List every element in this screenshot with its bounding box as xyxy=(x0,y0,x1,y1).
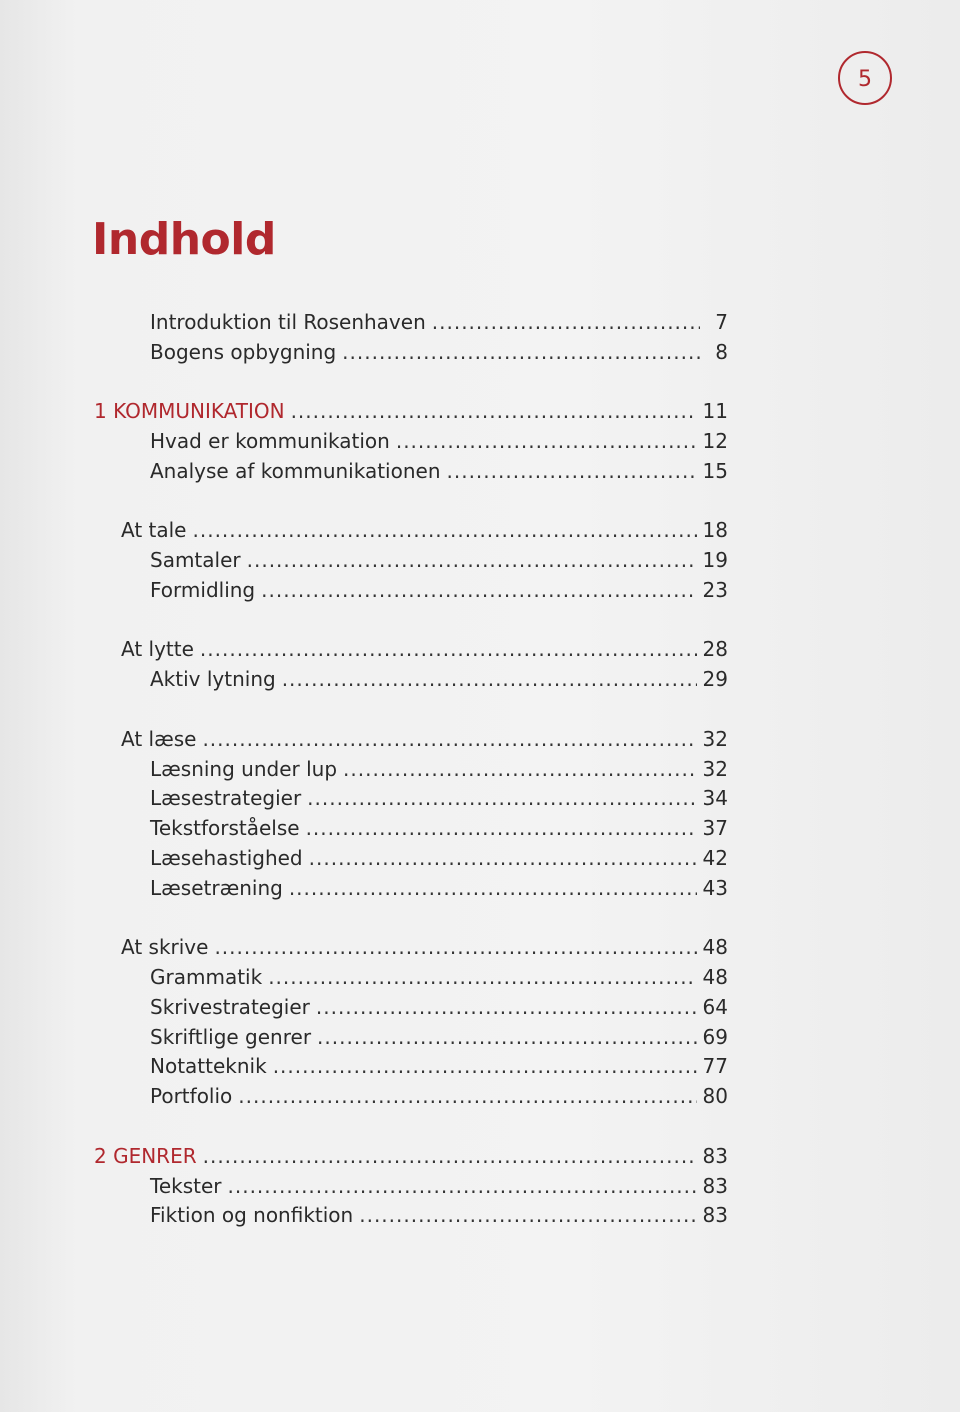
toc-entry-label: At læse xyxy=(121,727,197,751)
toc-leader-dots xyxy=(238,1081,696,1111)
toc-chapter-entry xyxy=(94,396,728,426)
toc-entry-label: Portfolio xyxy=(150,1084,233,1108)
toc-entry-label: Læsning under lup xyxy=(150,757,338,781)
page-number-badge: 5 xyxy=(838,51,892,105)
toc-leader-dots xyxy=(316,992,697,1022)
toc-entry-page: 11 xyxy=(702,399,728,423)
toc-leader-dots xyxy=(268,962,696,992)
toc-entry-label: At lytte xyxy=(121,637,194,661)
toc-entry-page: 12 xyxy=(702,429,728,453)
toc-entry-page: 32 xyxy=(702,727,728,751)
toc-entry-label: Introduktion til Rosenhaven xyxy=(150,310,426,334)
toc-entry-page: 8 xyxy=(715,340,728,364)
toc-entry xyxy=(121,724,728,754)
toc-entry xyxy=(121,634,728,664)
toc-entry-page: 48 xyxy=(702,965,728,989)
toc-entry xyxy=(150,426,728,456)
toc-entry-label: At tale xyxy=(121,518,187,542)
toc-leader-dots xyxy=(200,634,697,664)
toc-leader-dots xyxy=(273,1051,697,1081)
toc-entry-label: Grammatik xyxy=(150,965,263,989)
toc-leader-dots xyxy=(202,724,696,754)
toc-entry xyxy=(150,307,728,337)
toc-entry-page: 18 xyxy=(702,518,728,542)
toc-entry-label: Analyse af kommunikationen xyxy=(150,459,441,483)
toc-leader-dots xyxy=(203,1141,697,1171)
toc-entry xyxy=(150,1051,728,1081)
toc-leader-dots xyxy=(317,1022,697,1052)
toc-entry-label: 2 GENRER xyxy=(94,1144,197,1168)
toc-leader-dots xyxy=(289,873,697,903)
toc-entry xyxy=(121,515,728,545)
toc-leader-dots xyxy=(359,1200,696,1230)
toc-entry-page: 15 xyxy=(702,459,728,483)
toc-leader-dots xyxy=(343,754,697,784)
toc-leader-dots xyxy=(342,337,700,367)
toc-entry-page: 83 xyxy=(702,1174,728,1198)
toc-entry xyxy=(150,962,728,992)
toc-leader-dots xyxy=(396,426,697,456)
toc-entry xyxy=(150,337,728,367)
toc-entry-label: Aktiv lytning xyxy=(150,667,276,691)
toc-entry-page: 77 xyxy=(702,1054,728,1078)
toc-leader-dots xyxy=(261,575,696,605)
toc-entry-label: Skriftlige genrer xyxy=(150,1025,312,1049)
toc-entry-page: 42 xyxy=(702,846,728,870)
toc-entry-page: 34 xyxy=(702,786,728,810)
toc-leader-dots xyxy=(282,664,697,694)
toc-leader-dots xyxy=(447,456,697,486)
toc-entry-page: 48 xyxy=(702,935,728,959)
toc-entry-label: Samtaler xyxy=(150,548,241,572)
toc-entry-page: 32 xyxy=(702,757,728,781)
toc-entry xyxy=(150,873,728,903)
toc-entry xyxy=(150,754,728,784)
toc-leader-dots xyxy=(291,396,697,426)
toc-leader-dots xyxy=(214,932,696,962)
toc-entry-page: 7 xyxy=(715,310,728,334)
toc-leader-dots xyxy=(228,1171,697,1201)
toc-entry-label: Fiktion og nonfiktion xyxy=(150,1203,354,1227)
toc-entry xyxy=(150,456,728,486)
toc-entry xyxy=(150,575,728,605)
toc-entry-label: Læsehastighed xyxy=(150,846,303,870)
toc-leader-dots xyxy=(193,515,697,545)
toc-entry-label: Læsestrategier xyxy=(150,786,302,810)
toc-entry-page: 69 xyxy=(702,1025,728,1049)
toc-entry-label: Læsetræning xyxy=(150,876,283,900)
toc-entry xyxy=(150,813,728,843)
toc-entry-label: Skrivestrategier xyxy=(150,995,310,1019)
toc-leader-dots xyxy=(247,545,697,575)
toc-entry xyxy=(150,783,728,813)
toc-entry-label: Formidling xyxy=(150,578,256,602)
toc-entry-label: Bogens opbygning xyxy=(150,340,337,364)
toc-entry-label: Hvad er kommunikation xyxy=(150,429,390,453)
toc-entry-label: At skrive xyxy=(121,935,209,959)
toc-entry-page: 23 xyxy=(702,578,728,602)
toc-entry-page: 80 xyxy=(702,1084,728,1108)
toc-entry-page: 83 xyxy=(702,1203,728,1227)
page-title: Indhold xyxy=(92,214,276,265)
toc-leader-dots xyxy=(306,813,697,843)
toc-entry xyxy=(150,843,728,873)
toc-entry xyxy=(150,664,728,694)
toc-leader-dots xyxy=(307,783,696,813)
toc-entry xyxy=(121,932,728,962)
toc-entry-label: 1 KOMMUNIKATION xyxy=(94,399,285,423)
toc-entry-page: 64 xyxy=(702,995,728,1019)
toc-entry-label: Tekster xyxy=(150,1174,222,1198)
toc-entry xyxy=(150,1081,728,1111)
toc-entry-page: 29 xyxy=(702,667,728,691)
toc-chapter-entry xyxy=(94,1141,728,1171)
toc-entry-page: 83 xyxy=(702,1144,728,1168)
toc-entry xyxy=(150,1022,728,1052)
toc-entry-page: 19 xyxy=(702,548,728,572)
toc-entry xyxy=(150,992,728,1022)
toc-entry xyxy=(150,1200,728,1230)
toc-entry xyxy=(150,545,728,575)
toc-entry-page: 28 xyxy=(702,637,728,661)
toc-entry-label: Tekstforståelse xyxy=(150,816,300,840)
toc-leader-dots xyxy=(309,843,697,873)
toc-leader-dots xyxy=(432,307,700,337)
toc-entry-page: 43 xyxy=(702,876,728,900)
toc-entry xyxy=(150,1171,728,1201)
toc-entry-page: 37 xyxy=(702,816,728,840)
toc-entry-label: Notatteknik xyxy=(150,1054,267,1078)
